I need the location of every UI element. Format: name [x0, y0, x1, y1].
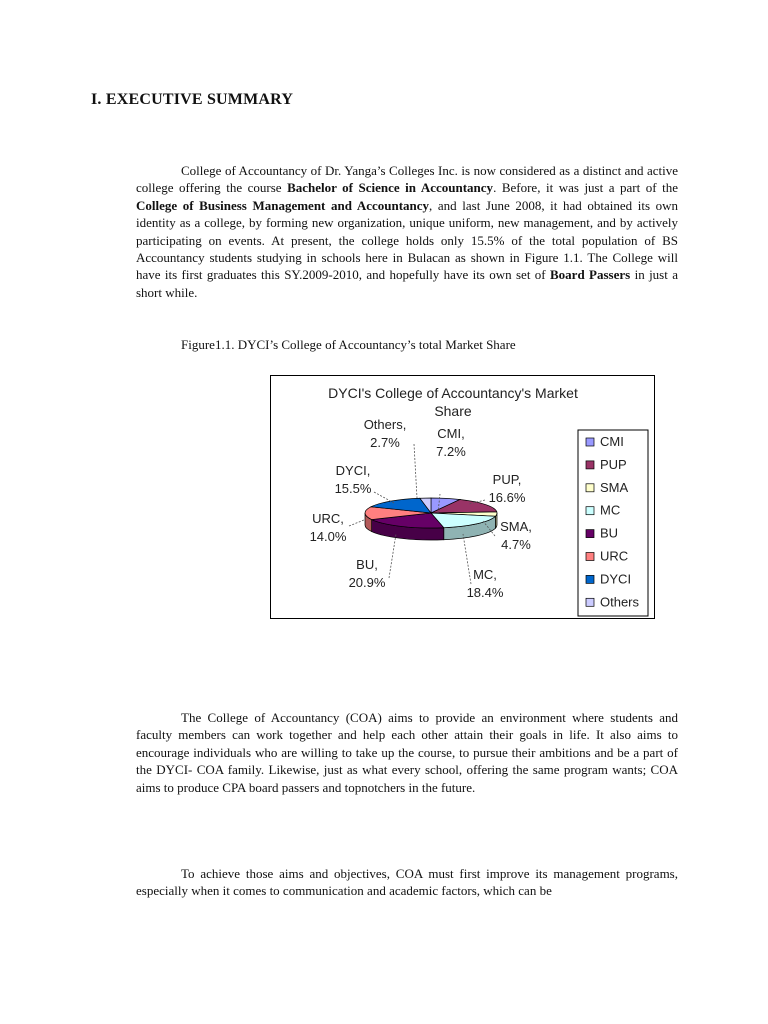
chart-title-line2: Share — [434, 403, 472, 419]
data-label-name-urc: URC, — [312, 511, 344, 526]
legend-swatch-urc — [586, 553, 594, 561]
leader-line-bu — [389, 534, 396, 578]
legend-label-urc: URC — [600, 548, 629, 564]
data-label-name-bu: BU, — [356, 557, 378, 572]
course-name-bold: Bachelor of Science in Accountancy — [287, 180, 494, 196]
legend-label-bu: BU — [600, 525, 619, 541]
para1-text-3: , and last June 2008, it had obtained its own identity as a college, by forming new organization, unique uniform, new management, and by actively participating on events. At present, the college holds only 15.5% of the total population of BS Accountancy students studying in schools here in Bulacan as shown in Figure 1.1. The College will have its first graduates this SY.2009-2010, and hopefully have its own set of — [136, 197, 678, 283]
para3-text: To achieve those aims and objectives, COA must first improve its management programs, especially when it comes to communication and academic factors, which can be — [136, 866, 678, 899]
data-label-value-dyci: 15.5% — [334, 481, 372, 496]
data-label-name-sma: SMA, — [500, 519, 532, 534]
leader-line-mc — [463, 534, 471, 584]
figure-caption: Figure1.1. DYCI’s College of Accountancy’s total Market Share — [181, 337, 516, 352]
para1-text-2: . Before, it was just a part of the — [493, 180, 678, 196]
legend-swatch-pup — [586, 461, 594, 469]
data-label-name-mc: MC, — [473, 567, 497, 582]
market-share-chart — [270, 375, 655, 619]
chart-legend — [578, 430, 648, 616]
legend-label-sma: SMA — [600, 479, 629, 495]
para1-text-4: in just a short while. — [136, 267, 678, 300]
college-name-bold: College of Business Management and Accountancy — [136, 197, 430, 213]
data-label-name-dyci: DYCI, — [335, 463, 371, 478]
legend-label-pup: PUP — [600, 456, 627, 472]
legend-label-others: Others — [600, 594, 640, 610]
data-label-value-pup: 16.6% — [488, 490, 526, 505]
leader-line-others — [414, 444, 417, 498]
legend-label-cmi: CMI — [600, 434, 624, 449]
legend-swatch-mc — [586, 507, 594, 515]
data-label-name-pup: PUP, — [492, 472, 522, 487]
data-label-value-others: 2.7% — [370, 435, 400, 450]
data-label-value-mc: 18.4% — [466, 585, 504, 600]
data-label-name-others: Others, — [363, 417, 407, 432]
data-label-value-sma: 4.7% — [501, 537, 531, 552]
board-passers-bold: Board Passers — [550, 267, 631, 283]
pie-chart-svg — [271, 376, 656, 620]
legend-swatch-dyci — [586, 575, 594, 583]
chart-title-line1: DYCI's College of Accountancy's Market — [328, 385, 578, 401]
data-label-name-cmi: CMI, — [437, 426, 465, 441]
para2-text: The College of Accountancy (COA) aims to provide an environment where students and faculty members can work together and help each other attain their goals in life. It also aims to encourage individuals who are willing to take up the course, to pursue their ambitions and be a part of the DYCI- COA family. Likewise, just as what every school, offering the same program wants; COA aims to produce CPA board passers and topnotchers in the future. — [136, 710, 678, 795]
leader-line-urc — [349, 520, 364, 526]
legend-swatch-sma — [586, 484, 594, 492]
data-label-value-cmi: 7.2% — [436, 444, 466, 459]
section-heading: I. EXECUTIVE SUMMARY — [91, 91, 294, 108]
legend-swatch-others — [586, 598, 594, 606]
legend-swatch-bu — [586, 530, 594, 538]
objectives-paragraph — [136, 865, 678, 900]
legend-swatch-cmi — [586, 438, 594, 446]
aims-paragraph — [136, 709, 678, 796]
data-label-value-urc: 14.0% — [309, 529, 347, 544]
legend-label-dyci: DYCI — [600, 571, 632, 587]
legend-label-mc: MC — [600, 502, 621, 518]
leader-line-dyci — [374, 492, 394, 503]
data-label-value-bu: 20.9% — [348, 575, 386, 590]
para1-text-1: College of Accountancy of Dr. Yanga’s Colleges Inc. is now considered as a distinct and active college offering the course — [136, 163, 678, 196]
intro-paragraph — [136, 162, 678, 301]
